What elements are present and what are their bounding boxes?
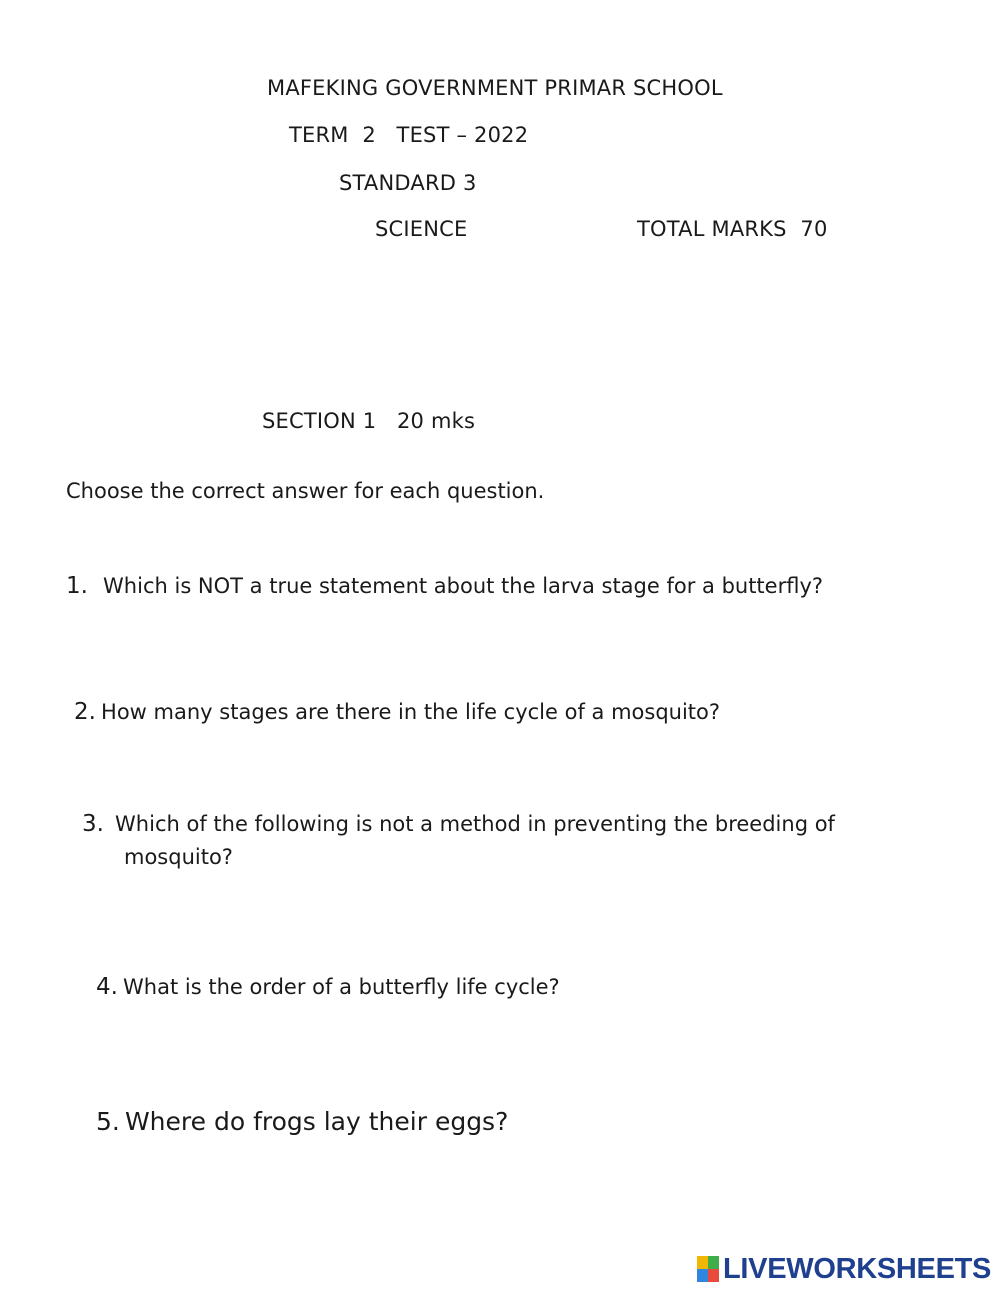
standard-label: STANDARD 3 (339, 171, 477, 195)
question-number: 4. (96, 974, 118, 1000)
question-number: 1. (66, 573, 88, 599)
question-number: 5. (96, 1107, 120, 1136)
question-text: What is the order of a butterfly life cycle? (123, 975, 560, 999)
logo-block (708, 1256, 719, 1269)
liveworksheets-logo[interactable] (697, 1252, 991, 1286)
question-text: How many stages are there in the life cycle of a mosquito? (101, 700, 721, 724)
question-4 (96, 974, 560, 1000)
logo-block (697, 1256, 708, 1269)
question-number: 3. (82, 811, 104, 837)
question-text: Where do frogs lay their eggs? (124, 1107, 509, 1136)
instruction-text: Choose the correct answer for each question. (66, 479, 545, 503)
logo-blocks-icon (697, 1256, 719, 1282)
logo-text: LIVEWORKSHEETS (723, 1252, 992, 1285)
question-2 (74, 699, 720, 725)
question-3 (82, 811, 835, 837)
section-title: SECTION 1 20 mks (262, 409, 476, 433)
logo-block (708, 1269, 719, 1282)
question-1 (66, 573, 823, 599)
question-3-line2: mosquito? (124, 845, 233, 869)
school-name: MAFEKING GOVERNMENT PRIMAR SCHOOL (267, 76, 723, 100)
question-5 (96, 1107, 508, 1136)
question-number: 2. (74, 699, 96, 725)
term-test: TERM 2 TEST – 2022 (289, 123, 529, 147)
logo-block (697, 1269, 708, 1282)
question-text: Which of the following is not a method in preventing the breeding of (115, 812, 835, 836)
total-marks: TOTAL MARKS 70 (637, 217, 828, 241)
question-text: Which is NOT a true statement about the larva stage for a butterfly? (103, 574, 824, 598)
subject-label: SCIENCE (375, 217, 468, 241)
